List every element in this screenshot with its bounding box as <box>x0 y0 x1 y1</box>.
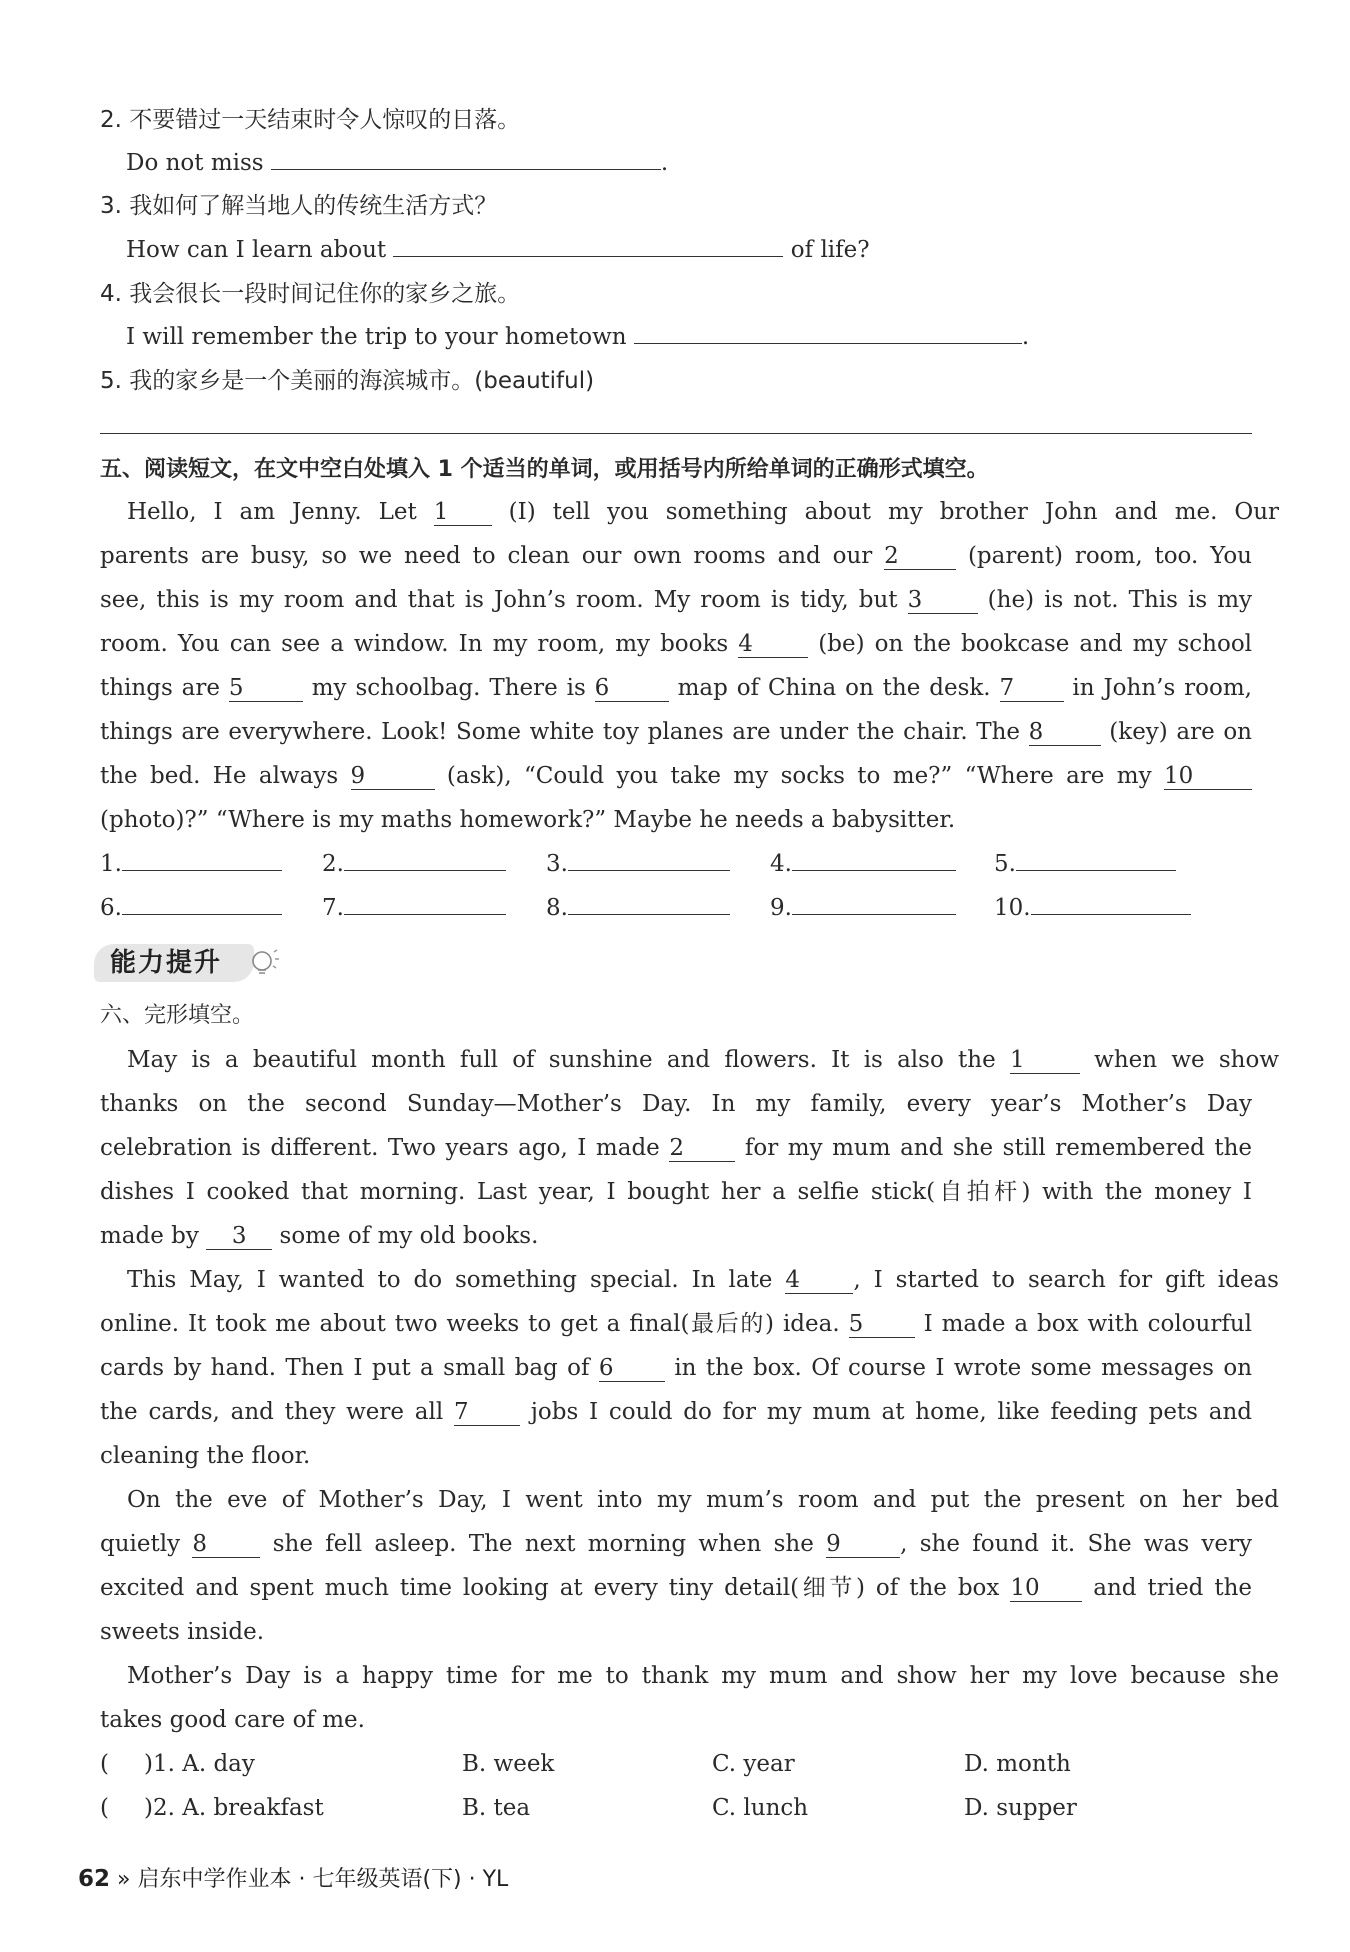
s6-text: made by <box>100 1223 199 1249</box>
s6-blank-8[interactable]: 8 <box>192 1531 260 1558</box>
s6-text: cleaning the floor. <box>100 1443 311 1469</box>
q3-prefix: How can I learn about <box>126 237 387 263</box>
q2-answer-line <box>126 141 1278 185</box>
q2-prompt: 2. 不要错过一天结束时令人惊叹的日落。 <box>100 107 521 133</box>
s5-answer-item: 2. <box>322 842 506 886</box>
s5-text: (be) on the bookcase and my school <box>818 631 1253 657</box>
s5-answer-blank[interactable] <box>792 870 956 871</box>
s6-line-16 <box>100 1698 1252 1742</box>
s5-text: (parent) room, too. You <box>967 543 1252 569</box>
s6-text: jobs I could do for my mum at home, like feeding pets and <box>530 1399 1253 1425</box>
s5-blank-4[interactable]: 4 <box>738 631 808 658</box>
s5-answer-item: 8. <box>546 886 730 930</box>
s6-line-1 <box>100 1038 1279 1082</box>
s5-answer-item: 10. <box>994 886 1191 930</box>
s6-text: Mother’s Day is a happy time for me to thank my mum and show her my love because she <box>127 1663 1279 1689</box>
page-footer <box>78 1862 508 1893</box>
q3-prompt: 3. 我如何了解当地人的传统生活方式？ <box>100 193 498 219</box>
s6-line-10 <box>100 1434 1252 1478</box>
s5-answer-blank[interactable] <box>344 914 506 915</box>
q3-answer-blank[interactable] <box>393 256 783 257</box>
s6-text: and tried the <box>1093 1575 1253 1601</box>
s5-line-8 <box>100 798 1252 842</box>
answer-paren-open[interactable]: ( <box>100 1751 109 1777</box>
s5-answer-item: 9. <box>770 886 956 930</box>
s5-blank-10[interactable]: 10 <box>1164 763 1252 790</box>
s6-line-9 <box>100 1390 1252 1434</box>
section5-heading: 五、阅读短文，在文中空白处填入 1 个适当的单词，或用括号内所给单词的正确形式填空。 <box>100 457 989 482</box>
s5-answer-row-1 <box>100 842 1252 886</box>
s6-blank-3[interactable]: 3 <box>206 1223 272 1250</box>
s5-text: (photo)?” “Where is my maths homework?” Maybe he needs a babysitter. <box>100 807 956 833</box>
s5-answer-blank[interactable] <box>122 870 282 871</box>
s6-text: On the eve of Mother’s Day, I went into my mum’s room and put the present on her bed <box>127 1487 1279 1513</box>
s5-answer-blank[interactable] <box>344 870 506 871</box>
s5-text: parents are busy, so we need to clean our own rooms and our <box>100 543 873 569</box>
s5-text: the bed. He always <box>100 763 339 789</box>
s5-text: (key) are on <box>1109 719 1252 745</box>
s5-text: in John’s room, <box>1072 675 1252 701</box>
s6-text: for my mum and she still remembered the <box>744 1135 1253 1161</box>
s5-blank-6[interactable]: 6 <box>595 675 669 702</box>
s6-blank-9[interactable]: 9 <box>826 1531 900 1558</box>
s5-line-1 <box>100 490 1279 534</box>
s5-answer-item: 4. <box>770 842 956 886</box>
s6-line-14 <box>100 1610 1252 1654</box>
q4-prefix: I will remember the trip to your hometown <box>126 324 627 350</box>
s5-line-5 <box>100 666 1252 710</box>
q3-suffix: of life? <box>790 237 870 263</box>
s6-text: sweets inside. <box>100 1619 265 1645</box>
s5-answer-blank[interactable] <box>568 870 730 871</box>
s6-blank-1[interactable]: 1 <box>1010 1047 1080 1074</box>
s6-text: some of my old books. <box>279 1223 539 1249</box>
lightbulb-icon <box>246 946 280 980</box>
s6-blank-2[interactable]: 2 <box>669 1135 735 1162</box>
s5-blank-2[interactable]: 2 <box>884 543 956 570</box>
s5-answer-blank[interactable] <box>568 914 730 915</box>
s5-text: see, this is my room and that is John’s room. My room is tidy, but <box>100 587 898 613</box>
q2-prefix: Do not miss <box>126 150 264 176</box>
question-2-options <box>100 1786 1252 1830</box>
option-a: )2. A. breakfast <box>144 1795 324 1821</box>
s6-blank-4[interactable]: 4 <box>785 1267 853 1294</box>
option-b: B. tea <box>462 1795 531 1821</box>
option-c: C. lunch <box>712 1795 809 1821</box>
s6-line-13 <box>100 1566 1252 1610</box>
option-d: D. supper <box>964 1795 1077 1821</box>
option-a: )1. A. day <box>144 1751 255 1777</box>
s6-text: This May, I wanted to do something special. In late <box>127 1267 773 1293</box>
s5-blank-9[interactable]: 9 <box>351 763 435 790</box>
s6-text: online. It took me about two weeks to get a final(最后的) idea. <box>100 1311 840 1337</box>
option-c: C. year <box>712 1751 795 1777</box>
s6-line-3 <box>100 1126 1252 1170</box>
s6-blank-5[interactable]: 5 <box>849 1311 915 1338</box>
s6-text: takes good care of me. <box>100 1707 365 1733</box>
s5-line-4 <box>100 622 1252 666</box>
s5-line-6 <box>100 710 1252 754</box>
q4-suffix: . <box>1021 324 1030 350</box>
s5-text: things are everywhere. Look! Some white toy planes are under the chair. The <box>100 719 1021 745</box>
s5-text: Hello, I am Jenny. Let <box>127 499 417 525</box>
ability-banner <box>94 940 290 986</box>
s5-answer-blank[interactable] <box>122 914 282 915</box>
s6-line-7 <box>100 1302 1252 1346</box>
s6-blank-7[interactable]: 7 <box>454 1399 520 1426</box>
section6-heading: 六、完形填空。 <box>100 1003 255 1028</box>
option-d: D. month <box>964 1751 1071 1777</box>
s5-blank-5[interactable]: 5 <box>229 675 303 702</box>
page-number: 62 <box>78 1866 111 1892</box>
s6-text: , I started to search for gift ideas <box>853 1267 1279 1293</box>
q5-answer-line[interactable] <box>100 433 1252 434</box>
s6-line-15 <box>100 1654 1279 1698</box>
q4-answer-blank[interactable] <box>634 343 1022 344</box>
s6-text: when we show <box>1094 1047 1280 1073</box>
s5-line-7 <box>100 754 1252 798</box>
s5-answer-blank[interactable] <box>1016 870 1176 871</box>
s5-answer-item: 7. <box>322 886 506 930</box>
s5-text: (I) tell you something about my brother John and me. Our <box>508 499 1280 525</box>
s5-answer-item: 5. <box>994 842 1176 886</box>
s5-blank-7[interactable]: 7 <box>1000 675 1064 702</box>
s5-text: my schoolbag. There is <box>311 675 586 701</box>
q2-suffix: . <box>660 150 669 176</box>
s5-blank-1[interactable]: 1 <box>434 499 492 526</box>
q5-prompt: 5. 我的家乡是一个美丽的海滨城市。(beautiful) <box>100 368 595 394</box>
s5-answer-blank[interactable] <box>1031 914 1191 915</box>
s6-text: May is a beautiful month full of sunshine and flowers. It is also the <box>127 1047 996 1073</box>
book-title: 启东中学作业本 · 七年级英语(下) · YL <box>137 1867 509 1892</box>
banner-label: 能力提升 <box>110 948 223 978</box>
s6-text: , she found it. She was very <box>900 1531 1253 1557</box>
s6-line-4 <box>100 1170 1252 1214</box>
s6-line-8 <box>100 1346 1252 1390</box>
s6-line-12 <box>100 1522 1252 1566</box>
s6-text: she fell asleep. The next morning when she <box>272 1531 814 1557</box>
s5-text: (ask), “Could you take my socks to me?” “Where are my <box>446 763 1152 789</box>
s6-text: I made a box with colourful <box>923 1311 1253 1337</box>
s5-blank-3[interactable]: 3 <box>908 587 978 614</box>
s5-answer-blank[interactable] <box>792 914 956 915</box>
s6-text: celebration is different. Two years ago, I made <box>100 1135 660 1161</box>
answer-paren-open[interactable]: ( <box>100 1795 109 1821</box>
s6-line-5 <box>100 1214 1252 1258</box>
s6-line-6 <box>100 1258 1279 1302</box>
s6-text: thanks on the second Sunday—Mother’s Day. In my family, every year’s Mother’s Day <box>100 1091 1252 1117</box>
s5-answer-item: 6. <box>100 886 282 930</box>
q3-answer-line <box>126 228 1278 272</box>
s6-text: cards by hand. Then I put a small bag of <box>100 1355 590 1381</box>
q4-prompt: 4. 我会很长一段时间记住你的家乡之旅。 <box>100 281 521 307</box>
s5-text: map of China on the desk. <box>677 675 991 701</box>
s5-line-3 <box>100 578 1252 622</box>
q4-answer-line <box>126 315 1278 359</box>
question-1-options <box>100 1742 1252 1786</box>
s6-blank-6[interactable]: 6 <box>599 1355 665 1382</box>
s5-blank-8[interactable]: 8 <box>1029 719 1101 746</box>
s6-blank-10[interactable]: 10 <box>1010 1575 1082 1602</box>
s6-text: dishes I cooked that morning. Last year, I bought her a selfie stick(自拍杆) with the money I <box>100 1179 1252 1205</box>
s5-line-2 <box>100 534 1252 578</box>
q2-answer-blank[interactable] <box>271 169 661 170</box>
double-chevron-icon: » <box>117 1867 131 1892</box>
option-b: B. week <box>462 1751 555 1777</box>
s5-answer-row-2 <box>100 886 1252 930</box>
s5-text: room. You can see a window. In my room, my books <box>100 631 729 657</box>
s6-text: quietly <box>100 1531 181 1557</box>
s5-text: (he) is not. This is my <box>987 587 1253 613</box>
s5-answer-item: 3. <box>546 842 730 886</box>
s6-line-2 <box>100 1082 1252 1126</box>
s5-answer-item: 1. <box>100 842 282 886</box>
s6-text: excited and spent much time looking at every tiny detail(细节) of the box <box>100 1575 1000 1601</box>
s6-line-11 <box>100 1478 1279 1522</box>
s6-text: the cards, and they were all <box>100 1399 444 1425</box>
s5-text: things are <box>100 675 220 701</box>
s6-text: in the box. Of course I wrote some messages on <box>674 1355 1253 1381</box>
